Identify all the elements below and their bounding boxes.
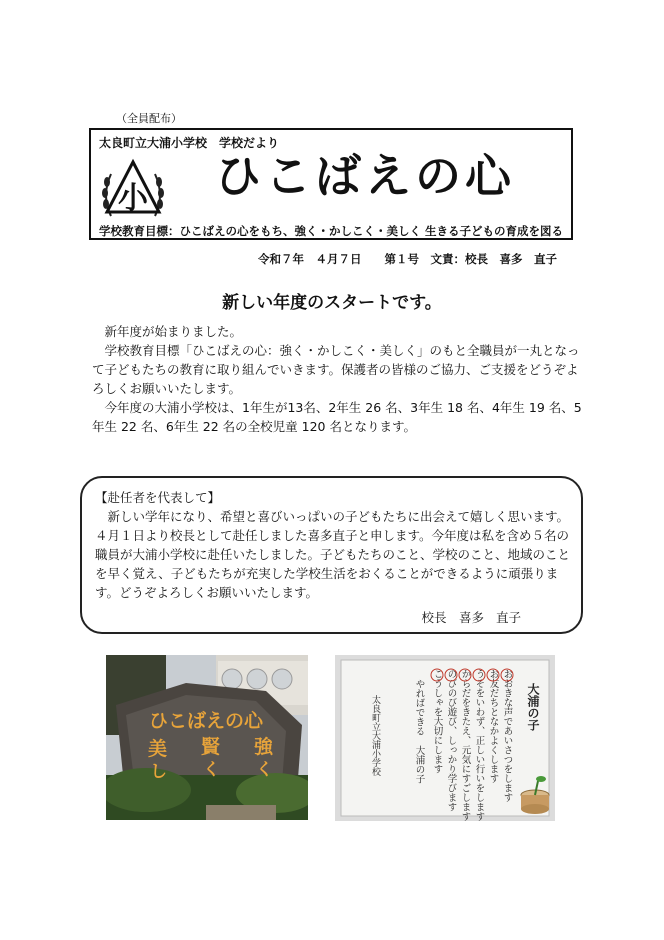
issue-line: 令和７年 ４月７日 第１号 文責：校長 喜多 直子 (258, 252, 557, 266)
poster-title: 大浦の子 (526, 683, 540, 731)
school-emblem-icon (97, 156, 169, 228)
paragraph-2: 学校教育目標「ひこばえの心：強く・かしこく・美しく」のもと全職員が一丸となって子どもたちの教育に取り組んでいきます。保護者の皆様のご協力、ご支援をどうぞよろしくお願いいたします。 (92, 343, 580, 396)
poster-line-6: こうしゃを大切にします (431, 669, 443, 774)
carved-word-5: く (203, 760, 220, 780)
poster-line-1: おおきな声であいさつをします (501, 669, 513, 802)
distribution-note: （全員配布） (116, 112, 182, 125)
poster-line-3: うそをいわず、正しい行いをします (473, 669, 485, 821)
headline: 新しい年度のスタートです。 (222, 293, 442, 313)
poster-line-7: やればできる 大浦の子 (413, 679, 425, 784)
paragraph-3: 今年度の大浦小学校は、1年生が13名、2年生 26 名、3年生 18 名、4年生 19 名、5年生 22 名、6年生 22 名の全校児童 120 名となります。 (92, 400, 582, 434)
masthead (89, 128, 573, 240)
carved-word-2: 賢 (201, 736, 221, 758)
carved-title: ひこばえの心 (148, 710, 264, 732)
photo-school-motto-poster (335, 655, 555, 821)
poster-line-4: からだをきたえ、元気にすごします (459, 669, 471, 821)
poster-line-2: お友だちとなかよくします (487, 669, 499, 783)
poster-footer: 太良町立大浦小学校 (370, 695, 380, 776)
carved-word-6: く (256, 760, 273, 780)
poster-line-5: のびのび遊び、しっかり学びます (445, 669, 457, 812)
carved-word-3: 強 (254, 736, 274, 758)
newsletter-title: ひこばえの心 (215, 149, 515, 203)
message-box-title: 【赴任者を代表して】 (95, 490, 221, 505)
paragraph-1: 新年度が始まりました。 (104, 324, 243, 339)
message-box (80, 476, 583, 634)
carved-word-1: 美 (148, 738, 168, 760)
photo-stone-monument (106, 655, 308, 820)
carved-word-4: し (150, 762, 167, 782)
emblem-char: 小 (118, 181, 148, 216)
message-box-text: 新しい学年になり、希望と喜びいっぱいの子どもたちに出会えて嬉しく思います。４月１日より校長として赴任しました喜多直子と申します。今年度は私を含め５名の職員が大浦小学校に赴任いたしました。子どもたちのこと、学校のこと、地域のことを早く覚え、子どもたちが充実した学校生活をおくることができるように頑張ります。どうぞよろしくお願いいたします。 (95, 509, 571, 600)
school-name: 太良町立大浦小学校 学校だより (99, 136, 280, 150)
education-goal: 学校教育目標：ひこばえの心をもち、強く・かしこく・美しく 生きる子どもの育成を図る (99, 224, 563, 238)
signature: 校長 喜多 直子 (421, 610, 521, 625)
